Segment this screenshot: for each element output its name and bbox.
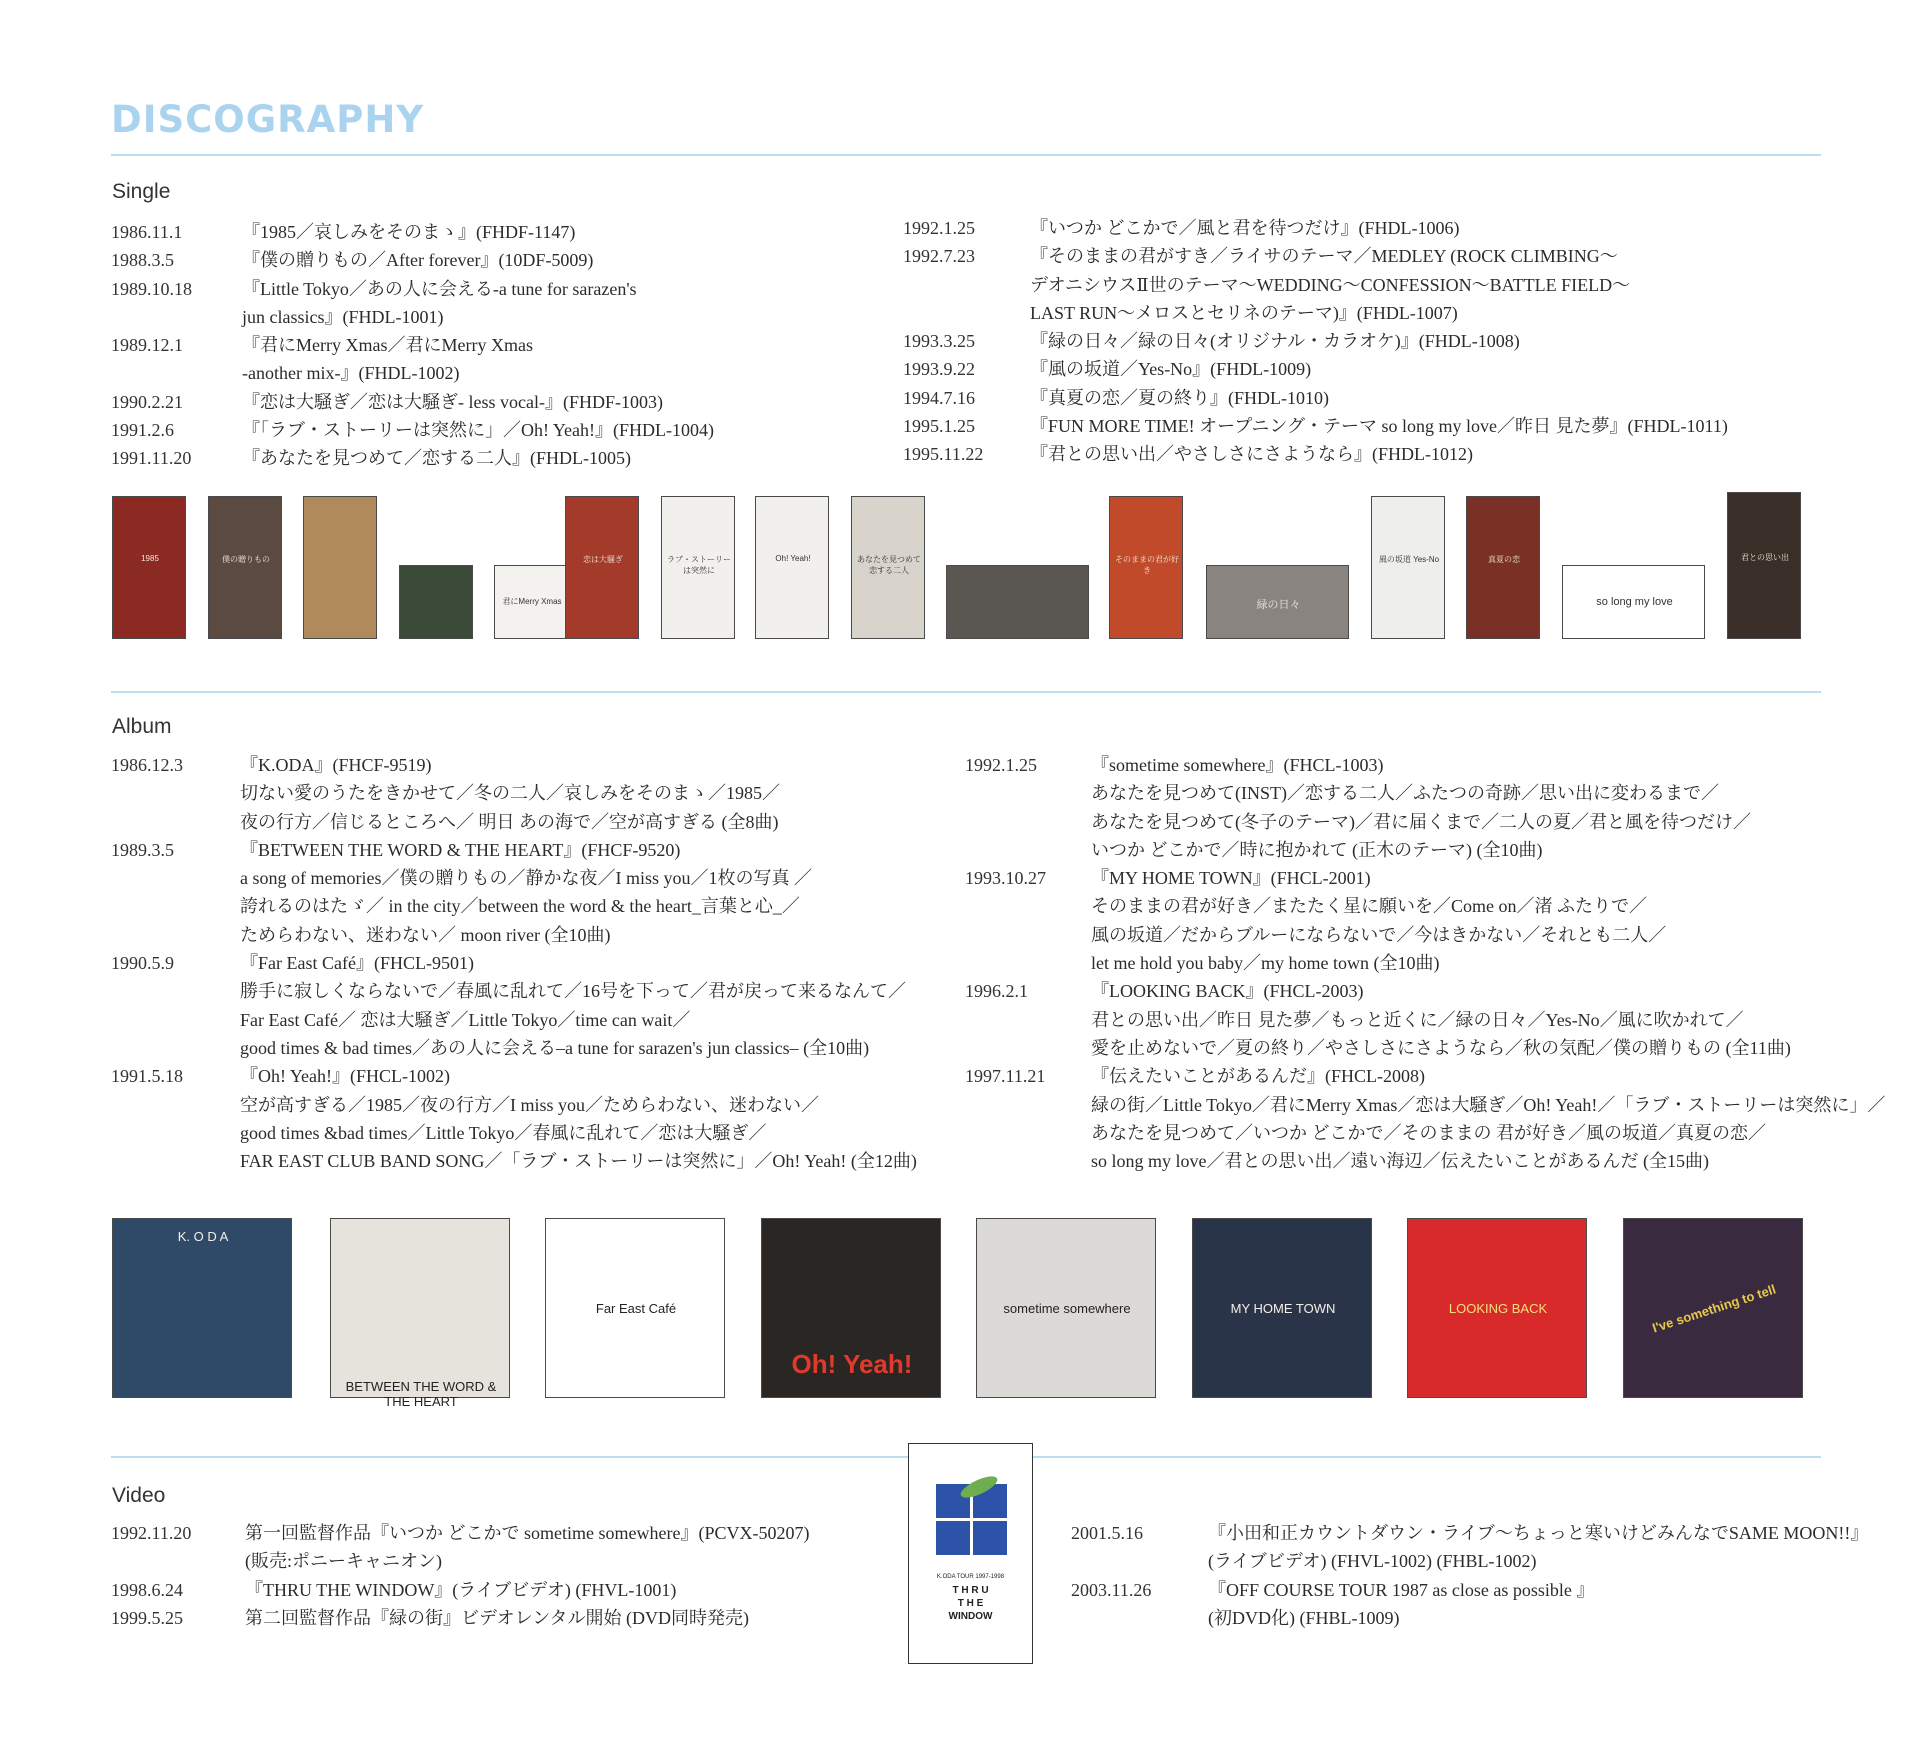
cover-caption: Far East Café xyxy=(595,1301,677,1316)
release-line: let me hold you baby／my home town (全10曲) xyxy=(1091,953,1440,974)
cover-bokuno-okurimono xyxy=(208,496,282,639)
cover-k-oda xyxy=(112,1218,292,1398)
release-line: 『K.ODA』(FHCF-9519) xyxy=(240,755,432,775)
release-line: 愛を止めないで／夏の終り／やさしさにさようなら／秋の気配／僕の贈りもの (全11曲) xyxy=(1091,1037,1791,1058)
release-date: 1996.2.1 xyxy=(965,981,1028,1002)
release-line: そのままの君が好き／またたく星に願いを／Come on／渚 ふたりで／ xyxy=(1091,896,1647,917)
release-details xyxy=(1030,214,1803,242)
poster-tile xyxy=(936,1521,970,1555)
release-details xyxy=(242,444,911,472)
cover-caption: I've something to tell xyxy=(1650,1281,1778,1336)
release-line: 『僕の贈りもの／After forever』(10DF-5009) xyxy=(242,250,594,271)
release-date: 1997.11.21 xyxy=(965,1066,1046,1087)
cover-merry-xmas-white xyxy=(494,565,568,639)
release-line: 第一回監督作品『いつか どこかで sometime somewhere』(PCVX-50207) xyxy=(245,1523,810,1543)
release-details xyxy=(242,246,911,274)
release-line: 『OFF COURSE TOUR 1987 as close as possible 』 xyxy=(1208,1579,1595,1600)
release-date: 1999.5.25 xyxy=(111,1607,183,1628)
discography-entry xyxy=(111,1519,911,1576)
discography-entry xyxy=(903,214,1803,242)
release-details xyxy=(1030,440,1803,468)
release-details xyxy=(1030,384,1803,412)
release-date: 1991.2.6 xyxy=(111,420,174,441)
release-line: 『小田和正カウントダウン・ライブ～ちょっと寒いけどみんなでSAME MOON!!』 xyxy=(1208,1523,1869,1543)
poster-title-line-3: WINDOW xyxy=(948,1611,993,1622)
release-details xyxy=(242,388,911,416)
release-line: あなたを見つめて(冬子のテーマ)／君に届くまで／二人の夏／君と風を待つだけ／ xyxy=(1091,811,1751,832)
release-details xyxy=(1030,242,1803,327)
album-list-right xyxy=(965,751,1886,1175)
discography-entry xyxy=(111,388,911,416)
release-date: 1988.3.5 xyxy=(111,250,174,271)
cover-caption: 風の坂道 Yes-No xyxy=(1378,555,1440,564)
poster-title-line-1: T H R U xyxy=(952,1585,989,1596)
cover-caption: 恋は大騒ぎ xyxy=(583,555,623,564)
discography-entry xyxy=(111,949,971,1062)
release-line: jun classics』(FHDL-1001) xyxy=(242,306,444,327)
release-details xyxy=(1208,1576,1911,1633)
thru-the-window-poster xyxy=(908,1443,1033,1664)
release-line: 空が高すぎる／1985／夜の行方／I miss you／ためらわない、迷わない／ xyxy=(240,1094,820,1115)
release-line: 勝手に寂しくならないで／春風に乱れて／16号を下って／君が戻って来るなんて／ xyxy=(240,981,906,1002)
cover-caption: 緑の日々 xyxy=(1256,599,1301,611)
cover-kimi-tono-omoide xyxy=(1727,492,1801,639)
poster-subtitle: K.ODA TOUR 1997-1998 xyxy=(936,1574,1005,1580)
release-date: 1995.1.25 xyxy=(903,416,975,437)
release-date: 1995.11.22 xyxy=(903,444,984,465)
release-date: 1986.11.1 xyxy=(111,222,183,242)
discography-entry xyxy=(111,836,971,949)
release-date: 1989.12.1 xyxy=(111,335,183,356)
release-details xyxy=(242,416,911,444)
video-list-left xyxy=(111,1519,911,1632)
discography-entry xyxy=(111,1604,911,1632)
release-details xyxy=(245,1604,911,1632)
release-line: 『Far East Café』(FHCL-9501) xyxy=(240,953,474,974)
release-date: 1992.11.20 xyxy=(111,1523,192,1543)
release-date: 1986.12.3 xyxy=(111,755,183,775)
cover-caption: Oh! Yeah! xyxy=(775,554,811,563)
release-details xyxy=(242,331,911,388)
release-line: 『BETWEEN THE WORD & THE HEART』(FHCF-9520) xyxy=(240,839,681,860)
cover-sometime-somewhere xyxy=(976,1218,1156,1398)
release-date: 1992.1.25 xyxy=(965,755,1037,775)
release-line: 『伝えたいことがあるんだ』(FHCL-2008) xyxy=(1091,1066,1425,1087)
cover-caption: sometime somewhere xyxy=(1003,1301,1131,1316)
release-date: 1993.10.27 xyxy=(965,868,1046,889)
release-line: a song of memories／僕の贈りもの／静かな夜／I miss you／1枚の写真 ／ xyxy=(240,868,812,889)
release-line: -another mix-』(FHDL-1002) xyxy=(242,363,460,384)
release-line: 『LOOKING BACK』(FHCL-2003) xyxy=(1091,981,1364,1002)
cover-caption: あなたを見つめて 恋する二人 xyxy=(857,555,921,575)
release-line: いつか どこかで／時に抱かれて (正木のテーマ) (全10曲) xyxy=(1091,839,1543,860)
cover-1985 xyxy=(112,496,186,639)
release-line: 切ない愛のうたをきかせて／冬の二人／哀しみをそのまゝ／1985／ xyxy=(240,783,780,804)
release-line: LAST RUN～メロスとセリネのテーマ)』(FHDL-1007) xyxy=(1030,302,1458,323)
cover-between-the-word xyxy=(330,1218,510,1409)
release-line: 『THRU THE WINDOW』(ライブビデオ) (FHVL-1001) xyxy=(245,1579,677,1600)
release-line: 『sometime somewhere』(FHCL-1003) xyxy=(1091,755,1384,775)
release-details xyxy=(1091,977,1865,1062)
discography-entry xyxy=(111,275,911,332)
release-line: Far East Café／ 恋は大騒ぎ／Little Tokyo／time can wait／ xyxy=(240,1009,691,1030)
discography-entry xyxy=(903,440,1803,468)
release-line: デオニシウスⅡ世のテーマ～WEDDING～CONFESSION～BATTLE FIELD～ xyxy=(1030,274,1631,295)
release-line: 『真夏の恋／夏の終り』(FHDL-1010) xyxy=(1030,387,1329,408)
video-list-right xyxy=(1071,1519,1911,1632)
release-details xyxy=(242,218,911,246)
cover-oh-yeah xyxy=(755,496,829,639)
release-line: 『MY HOME TOWN』(FHCL-2001) xyxy=(1091,868,1371,889)
cover-caption: so long my love xyxy=(1596,596,1673,608)
release-line: 君との思い出／昨日 見た夢／もっと近くに／緑の日々／Yes-No／風に吹かれて／ xyxy=(1091,1009,1744,1030)
release-line: ためらわない、迷わない／ moon river (全10曲) xyxy=(240,924,611,945)
release-date: 1991.11.20 xyxy=(111,448,192,469)
discography-entry xyxy=(1071,1576,1911,1633)
release-details xyxy=(245,1519,911,1576)
release-date: 1990.2.21 xyxy=(111,391,183,412)
release-date: 1994.7.16 xyxy=(903,387,975,408)
discography-entry xyxy=(965,977,1865,1062)
page-title: DISCOGRAPHY xyxy=(111,98,425,141)
cover-little-tokyo xyxy=(303,496,377,639)
title-divider xyxy=(111,154,1821,156)
cover-caption: BETWEEN THE WORD & THE HEART xyxy=(345,1379,497,1409)
release-line: 『FUN MORE TIME! オープニング・テーマ so long my love／昨日 見た夢』(FHDL-1011) xyxy=(1030,416,1728,437)
release-date: 1989.10.18 xyxy=(111,278,192,299)
release-date: 1991.5.18 xyxy=(111,1066,183,1087)
cover-tsutaetai-koto xyxy=(1623,1218,1803,1398)
release-line: 『1985／哀しみをそのまゝ』(FHDF-1147) xyxy=(242,222,576,242)
release-line: 『そのままの君がすき／ライサのテーマ／MEDLEY (ROCK CLIMBING～ xyxy=(1030,246,1618,267)
discography-entry xyxy=(111,1062,971,1175)
release-line: so long my love／君との思い出／遠い海辺／伝えたいことがあるんだ (全15曲) xyxy=(1091,1151,1709,1172)
cover-caption: MY HOME TOWN xyxy=(1230,1301,1336,1316)
release-details xyxy=(240,949,971,1062)
release-details xyxy=(1208,1519,1911,1576)
release-line: 第二回監督作品『緑の街』ビデオレンタル開始 (DVD同時発売) xyxy=(245,1607,749,1628)
release-line: 『Little Tokyo／あの人に会える-a tune for sarazen's xyxy=(242,278,637,299)
release-line: (初DVD化) (FHBL-1009) xyxy=(1208,1607,1400,1628)
release-date: 1992.1.25 xyxy=(903,218,975,238)
cover-caption: 君にMerry Xmas xyxy=(502,597,562,606)
release-line: FAR EAST CLUB BAND SONG／「ラブ・ストーリーは突然に」／Oh! Yeah! (全12曲) xyxy=(240,1151,917,1172)
release-line: 『君との思い出／やさしさにさようなら』(FHDL-1012) xyxy=(1030,444,1473,465)
poster-title-line-2: T H E xyxy=(957,1598,984,1609)
release-line: 『Oh! Yeah!』(FHCL-1002) xyxy=(240,1066,450,1087)
cover-itsuka-dokokade xyxy=(946,565,1089,639)
discography-entry xyxy=(111,444,911,472)
discography-entry xyxy=(111,1576,911,1604)
release-line: あなたを見つめて／いつか どこかで／そのままの 君が好き／風の坂道／真夏の恋／ xyxy=(1091,1122,1766,1143)
release-line: 『恋は大騒ぎ／恋は大騒ぎ- less vocal-』(FHDF-1003) xyxy=(242,391,663,412)
video-section-label: Video xyxy=(112,1484,166,1507)
release-details xyxy=(1091,864,1865,977)
discography-entry xyxy=(111,218,911,246)
cover-merry-xmas xyxy=(399,565,473,639)
cover-caption: 真夏の恋 xyxy=(1488,555,1520,564)
cover-anata-wo-mitsumete xyxy=(851,496,925,639)
cover-far-east-cafe xyxy=(545,1218,725,1398)
release-details xyxy=(1091,751,1865,864)
release-date: 1990.5.9 xyxy=(111,953,174,974)
cover-caption: 僕の贈りもの xyxy=(222,555,270,564)
single-list-right xyxy=(903,214,1803,469)
discography-entry xyxy=(1071,1519,1911,1576)
single-divider xyxy=(111,691,1821,693)
release-date: 1993.3.25 xyxy=(903,331,975,352)
discography-entry xyxy=(965,751,1865,864)
release-line: 夜の行方／信じるところへ／ 明日 あの海で／空が高すぎる (全8曲) xyxy=(240,811,779,832)
single-list-left xyxy=(111,218,911,473)
release-details xyxy=(240,836,971,949)
release-details xyxy=(240,751,971,836)
cover-caption: 君との思い出 xyxy=(1741,553,1789,562)
release-details xyxy=(1030,355,1803,383)
cover-my-home-town xyxy=(1192,1218,1372,1398)
cover-koi-wa-ohsawagi xyxy=(565,496,639,639)
cover-so-long-my-love xyxy=(1562,565,1705,639)
release-line: 風の坂道／だからブルーにならないで／今はきかない／それとも二人／ xyxy=(1091,924,1667,945)
discography-entry xyxy=(965,864,1865,977)
release-line: 『君にMerry Xmas／君にMerry Xmas xyxy=(242,335,533,356)
release-line: 『あなたを見つめて／恋する二人』(FHDL-1005) xyxy=(242,448,631,469)
cover-caption: 1985 xyxy=(141,554,159,563)
release-line: 『緑の日々／緑の日々(オリジナル・カラオケ)』(FHDL-1008) xyxy=(1030,331,1520,352)
discography-entry xyxy=(111,331,911,388)
release-line: 『風の坂道／Yes-No』(FHDL-1009) xyxy=(1030,359,1312,380)
cover-caption: Oh! Yeah! xyxy=(791,1349,913,1379)
cover-kaze-no-sakamichi xyxy=(1371,496,1445,639)
discography-entry xyxy=(111,416,911,444)
cover-manatsu-no-koi xyxy=(1466,496,1540,639)
release-date: 1989.3.5 xyxy=(111,839,174,860)
cover-caption: K. O D A xyxy=(177,1229,229,1244)
release-line: 誇れるのはたゞ／ in the city／between the word & the heart_言葉と心_／ xyxy=(240,896,800,917)
release-line: 『「ラブ・ストーリーは突然に」／Oh! Yeah!』(FHDL-1004) xyxy=(242,420,714,441)
cover-oh-yeah-album xyxy=(761,1218,941,1398)
discography-entry xyxy=(111,246,911,274)
release-line: good times & bad times／あの人に会える–a tune for sarazen's jun classics– (全10曲) xyxy=(240,1037,870,1058)
album-list-left xyxy=(111,751,971,1175)
discography-entry xyxy=(111,751,971,836)
single-section-label: Single xyxy=(112,180,171,203)
discography-entry xyxy=(903,412,1803,440)
release-date: 1992.7.23 xyxy=(903,246,975,267)
release-date: 2001.5.16 xyxy=(1071,1523,1143,1543)
cover-caption: ラブ・ストーリーは突然に xyxy=(667,555,731,575)
release-line: (販売:ポニーキャニオン) xyxy=(245,1551,442,1572)
discography-entry xyxy=(903,355,1803,383)
poster-tile xyxy=(973,1521,1007,1555)
discography-entry xyxy=(903,327,1803,355)
album-section-label: Album xyxy=(112,715,172,738)
release-details xyxy=(1091,1062,1885,1175)
release-details xyxy=(245,1576,911,1604)
release-details xyxy=(242,275,911,332)
release-line: 緑の街／Little Tokyo／君にMerry Xmas／恋は大騒ぎ／Oh! Yeah!／「ラブ・ストーリーは突然に」／ xyxy=(1091,1094,1886,1115)
release-details xyxy=(240,1062,971,1175)
release-line: 『いつか どこかで／風と君を待つだけ』(FHDL-1006) xyxy=(1030,218,1460,238)
release-line: あなたを見つめて(INST)／恋する二人／ふたつの奇跡／思い出に変わるまで／ xyxy=(1091,783,1719,804)
discography-entry xyxy=(903,242,1803,327)
release-line: good times &bad times／Little Tokyo／春風に乱れて／恋は大騒ぎ／ xyxy=(240,1122,767,1143)
cover-love-story xyxy=(661,496,735,639)
release-date: 1993.9.22 xyxy=(903,359,975,380)
release-date: 2003.11.26 xyxy=(1071,1579,1152,1600)
cover-midori-no-hibi xyxy=(1206,565,1349,639)
release-details xyxy=(1030,412,1803,440)
release-date: 1998.6.24 xyxy=(111,1579,183,1600)
discography-entry xyxy=(903,384,1803,412)
cover-caption: そのままの君が好き xyxy=(1115,555,1179,575)
release-line: (ライブビデオ) (FHVL-1002) (FHBL-1002) xyxy=(1208,1551,1537,1572)
cover-looking-back xyxy=(1407,1218,1587,1398)
cover-caption: LOOKING BACK xyxy=(1448,1301,1548,1316)
release-details xyxy=(1030,327,1803,355)
cover-sonomama-no-kimi xyxy=(1109,496,1183,639)
discography-entry xyxy=(965,1062,1886,1175)
